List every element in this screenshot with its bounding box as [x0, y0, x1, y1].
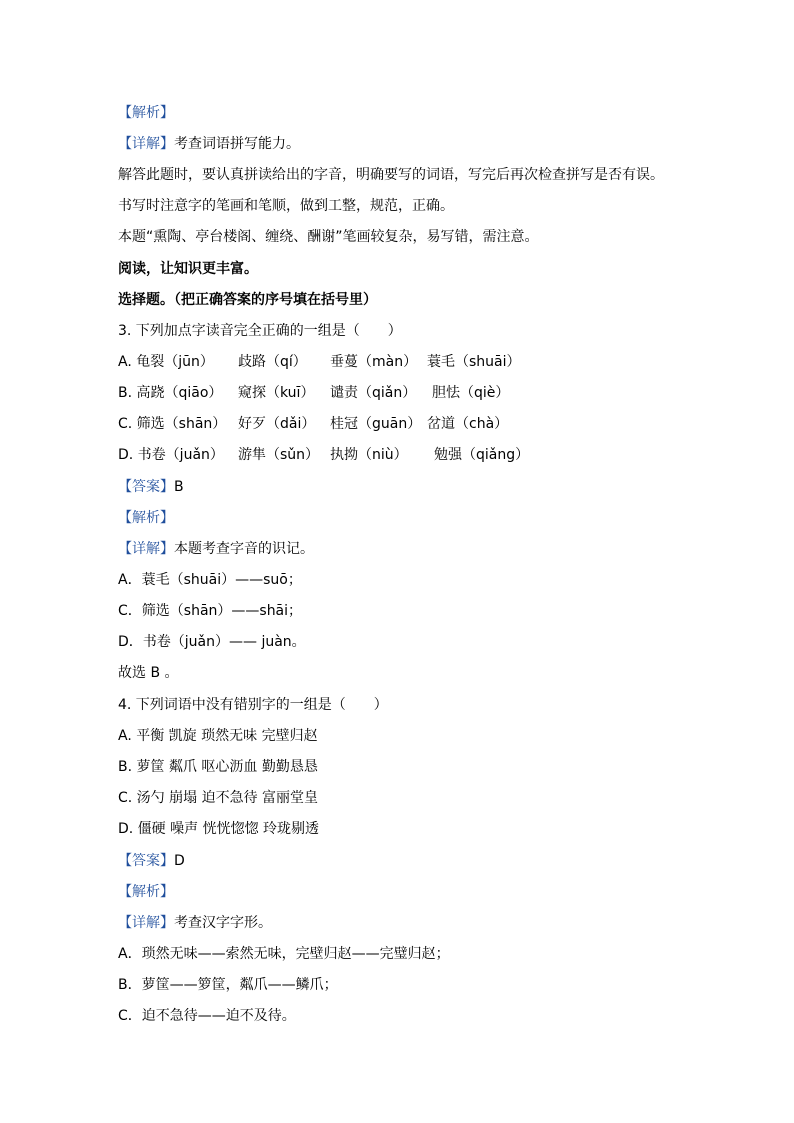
detail-line	[118, 914, 272, 932]
detail-label: 【详解】	[118, 915, 174, 931]
answer-line	[118, 852, 185, 870]
option-item: 歧路（qí）	[238, 354, 307, 370]
answer-label: 【答案】	[118, 479, 174, 495]
paragraph: 本题“熏陶、亭台楼阁、缠绕、酬谢”笔画较复杂，易写错，需注意。	[118, 229, 539, 245]
detail-line	[118, 135, 300, 153]
option-row: D. 僵硬 噪声 恍恍惚惚 玲珑剔透	[118, 821, 320, 837]
answer-value: D	[174, 853, 185, 869]
detail-label: 【详解】	[118, 541, 174, 557]
option-item: C. 筛选（shān）	[118, 416, 227, 432]
explanation-note: C．迫不急待——迫不及待。	[118, 1008, 296, 1024]
detail-line	[118, 540, 314, 558]
option-item: D. 书卷（juǎn）	[118, 447, 224, 463]
question-stem: 4. 下列词语中没有错别字的一组是（ ）	[118, 697, 388, 713]
option-item: A. 龟裂（jūn）	[118, 354, 214, 370]
analysis-label: 【解析】	[118, 510, 174, 526]
section-heading: 阅读，让知识更丰富。	[118, 261, 258, 277]
paragraph: 解答此题时，要认真拼读给出的字音，明确要写的词语，写完后再次检查拼写是否有误。	[118, 167, 664, 183]
detail-text: 考查汉字字形。	[174, 915, 272, 931]
explanation-note: A．琐然无味——索然无味，完壁归赵——完璧归赵；	[118, 946, 450, 962]
option-item: 游隼（sǔn）	[238, 447, 320, 463]
option-item: 岔道（chà）	[427, 416, 509, 432]
answer-label: 【答案】	[118, 853, 174, 869]
explanation-note: C．筛选（shān）——shāi；	[118, 603, 303, 619]
answer-value: B	[174, 479, 184, 495]
option-item: B. 高跷（qiāo）	[118, 385, 223, 401]
detail-text: 考查词语拼写能力。	[174, 136, 300, 152]
detail-text: 本题考查字音的识记。	[174, 541, 314, 557]
choice-heading: 选择题。（把正确答案的序号填在括号里）	[118, 292, 377, 308]
option-item: 蓑毛（shuāi）	[427, 354, 521, 370]
option-item: 谴责（qiǎn）	[330, 385, 417, 401]
explanation-note: D．书卷（juǎn）—— juàn。	[118, 634, 306, 650]
option-row: A. 平衡 凯旋 琐然无味 完壁归赵	[118, 728, 318, 744]
option-item: 胆怯（qiè）	[432, 385, 510, 401]
explanation-note: A．蓑毛（shuāi）——suō；	[118, 572, 302, 588]
option-item: 勉强（qiǎng）	[434, 447, 530, 463]
option-row: B. 萝筐 粼爪 呕心沥血 勤勤恳恳	[118, 759, 318, 775]
option-item: 垂蔓（màn）	[330, 354, 418, 370]
explanation-note: B．萝筐——箩筐，粼爪——鳞爪；	[118, 977, 338, 993]
question-stem: 3. 下列加点字读音完全正确的一组是（ ）	[118, 323, 402, 339]
paragraph: 书写时注意字的笔画和笔顺，做到工整，规范，正确。	[118, 198, 454, 214]
detail-label: 【详解】	[118, 136, 174, 152]
option-item: 执拗（niù）	[330, 447, 408, 463]
conclusion: 故选 B 。	[118, 665, 179, 681]
analysis-label: 【解析】	[118, 105, 174, 121]
analysis-label: 【解析】	[118, 884, 174, 900]
answer-line	[118, 478, 184, 496]
option-row: C. 汤勺 崩塌 迫不急待 富丽堂皇	[118, 790, 319, 806]
option-item: 桂冠（guān）	[330, 416, 422, 432]
option-item: 好歹（dǎi）	[238, 416, 316, 432]
option-item: 窥探（kuī）	[238, 385, 315, 401]
